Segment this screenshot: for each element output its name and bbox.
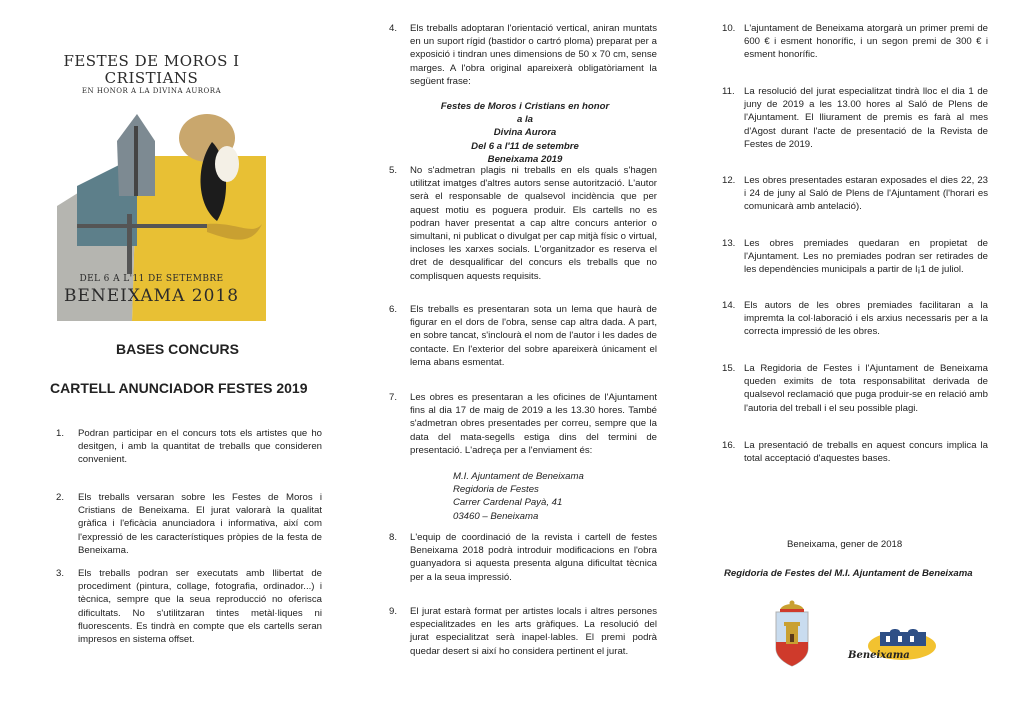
phrase-line2: Divina Aurora	[493, 127, 557, 139]
coat-of-arms-icon	[768, 598, 816, 668]
item-number: 4.	[389, 23, 398, 34]
item-text: Els treballs podran ser executats amb llibertat de procediment (pintura, collage, fotografia, ordinador...) i tècnica, sempre que la seua reproducció no oferisca dificultats. No s'utilitzaran tintes metàl·liques ni fluorescents. Es tindrà en compte que els cartells seran impresos en sistema offset.	[78, 568, 322, 646]
item-number: 7.	[389, 392, 398, 403]
logo-text: Beneixama	[848, 650, 910, 661]
beneixama-logo	[842, 628, 942, 664]
address-line2: Regidoria de Festes	[453, 484, 539, 496]
address-line4: 03460 – Beneixama	[453, 510, 539, 522]
item-number: 3.	[56, 568, 65, 579]
phrase-line3: Del 6 a l'11 de setembre	[471, 140, 579, 152]
item-text: La Regidoria de Festes i l'Ajuntament de Beneixama queden eximits de tota responsabilitat derivada de qualsevol reclamació que puga produir-se en relació amb l'autoria del treball i el seu possible plagi.	[744, 363, 988, 414]
item-text: No s'admetran plagis ni treballs en els quals s'hagen utilitzat imatges d'altres autors sense autorització. L'autor serà el responsable de qualsevol incidència que per aquest motiu es poguera produir. Els cartells no es podran haver presentat a cap altre concurs anterior o simultani, ni publicat o divulgat per cap mitjà físic o virtual, incloses les xarxes socials. L'organitzador es reserva el dret de desqualificar del concurs els treballs que no complisquen aquests requisits.	[410, 165, 657, 282]
phrase-line1: Festes de Moros i Cristians en honor a la	[440, 101, 610, 126]
item-text: Les obres premiades quedaran en propietat de l'Ajuntament. Les no premiades podran ser retirades de les dependències municipals a partir de l¡1 de juliol.	[744, 238, 988, 276]
address-line1: M.I. Ajuntament de Beneixama	[453, 471, 584, 482]
item-number: 14.	[722, 300, 736, 311]
item-text: La presentació de treballs en aquest concurs implica la total acceptació d'aquestes bases.	[744, 440, 988, 465]
item-number: 12.	[722, 175, 736, 186]
item-number: 13.	[722, 238, 736, 249]
poster-dates: DEL 6 A L'11 DE SETEMBRE	[79, 274, 224, 284]
required-phrase	[440, 100, 610, 166]
item-number: 5.	[389, 165, 398, 176]
item-number: 11.	[722, 86, 735, 97]
item-number: 9.	[389, 606, 398, 617]
item-text: Podran participar en el concurs tots els artistes que ho desitgen, i amb la quantitat de treballs que consideren convenient.	[78, 428, 322, 466]
cartell-heading: CARTELL ANUNCIADOR FESTES 2019	[50, 380, 308, 396]
address-line3: Carrer Cardenal Payà, 41	[453, 497, 563, 509]
bases-heading: BASES CONCURS	[116, 341, 239, 357]
item-text: Els treballs adoptaran l'orientació vertical, aniran muntats en un suport rígid (bastidor o cartró ploma) preparat per a exposició i tindran unes dimensions de 50 x 70 cm, sense marges. A l'obra original apareixerà obligatòriament la següent frase:	[410, 23, 657, 87]
phrase-line4: Beneixama 2019	[487, 153, 563, 165]
item-text: Els autors de les obres premiades facilitaran a la impremta la col·laboració i els arxius necessaris per a la correcta impressió de les obres.	[744, 300, 988, 338]
item-text: La resolució del jurat especialitzat tindrà lloc el dia 1 de juny de 2019 a les 13.00 hores al Saló de Plens de l'Ajuntament. El lliurament de premis es farà al mes d'Agost durant l'acte de presentació de la Revista de Festes de 2019.	[744, 86, 988, 150]
poster-subtitle: EN HONOR A LA DIVINA AURORA	[81, 87, 222, 95]
item-number: 1.	[56, 428, 65, 439]
item-text: L'ajuntament de Beneixama atorgarà un primer premi de 600 € i esment honorífic, i un segon premi de 300 € i esment honorífic.	[744, 23, 988, 61]
item-text: L'equip de coordinació de la revista i cartell de festes Beneixama 2018 podrà introduir modificacions en l'obra guanyadora si aquesta presenta alguna dificultat tècnica per a la seua impressió.	[410, 532, 657, 583]
item-text: Els treballs es presentaran sota un lema que haurà de figurar en el dors de l'obra, sense cap altra dada. A part, en sobre tancat, s'inclourà el nom de l'autor i les dades de contacte. En l'exterior del sobre apareixerà únicament el lema abans esmentat.	[410, 304, 657, 368]
item-number: 10.	[722, 23, 736, 34]
item-text: Les obres presentades estaran exposades el dies 22, 23 i 24 de juny al Saló de Plens de l'Ajuntament (l'horari es comunicarà amb antelació).	[744, 175, 988, 213]
item-text: El jurat estarà format per artistes locals i altres persones especialitzades en les arts gràfiques. La resolució del jurat especialitzat serà inapel·lables. El premi podrà quedar desert si així ho considera pertinent el jurat.	[410, 606, 657, 657]
item-text: Els treballs versaran sobre les Festes de Moros i Cristians de Beneixama. El jurat valorarà la qualitat gràfica i l'eficàcia anunciadora i informativa, així com l'expressió de les característiques pròpies de la festa de Beneixama.	[78, 492, 322, 556]
poster-title-line1: FESTES DE MOROS I	[63, 52, 240, 70]
signature-date: Beneixama, gener de 2018	[787, 539, 903, 550]
item-number: 8.	[389, 532, 398, 543]
poster-town-year: BENEIXAMA 2018	[63, 286, 240, 306]
item-number: 16.	[722, 440, 736, 451]
item-text: Les obres es presentaran a les oficines de l'Ajuntament fins al dia 17 de maig de 2019 a les 13.30 hores. També s'admetran obres presentades per correu, sempre que la data del mata-segells estiga dins del termini de presentació. L'adreça per a l'enviament és:	[410, 392, 657, 456]
signature-organization: Regidoria de Festes del M.I. Ajuntament de Beneixama	[724, 568, 973, 579]
poster-title-line2: CRISTIANS	[104, 69, 199, 87]
item-number: 2.	[56, 492, 65, 503]
item-number: 6.	[389, 304, 398, 315]
festival-poster	[37, 46, 266, 321]
mailing-address	[453, 470, 584, 523]
item-number: 15.	[722, 363, 736, 374]
